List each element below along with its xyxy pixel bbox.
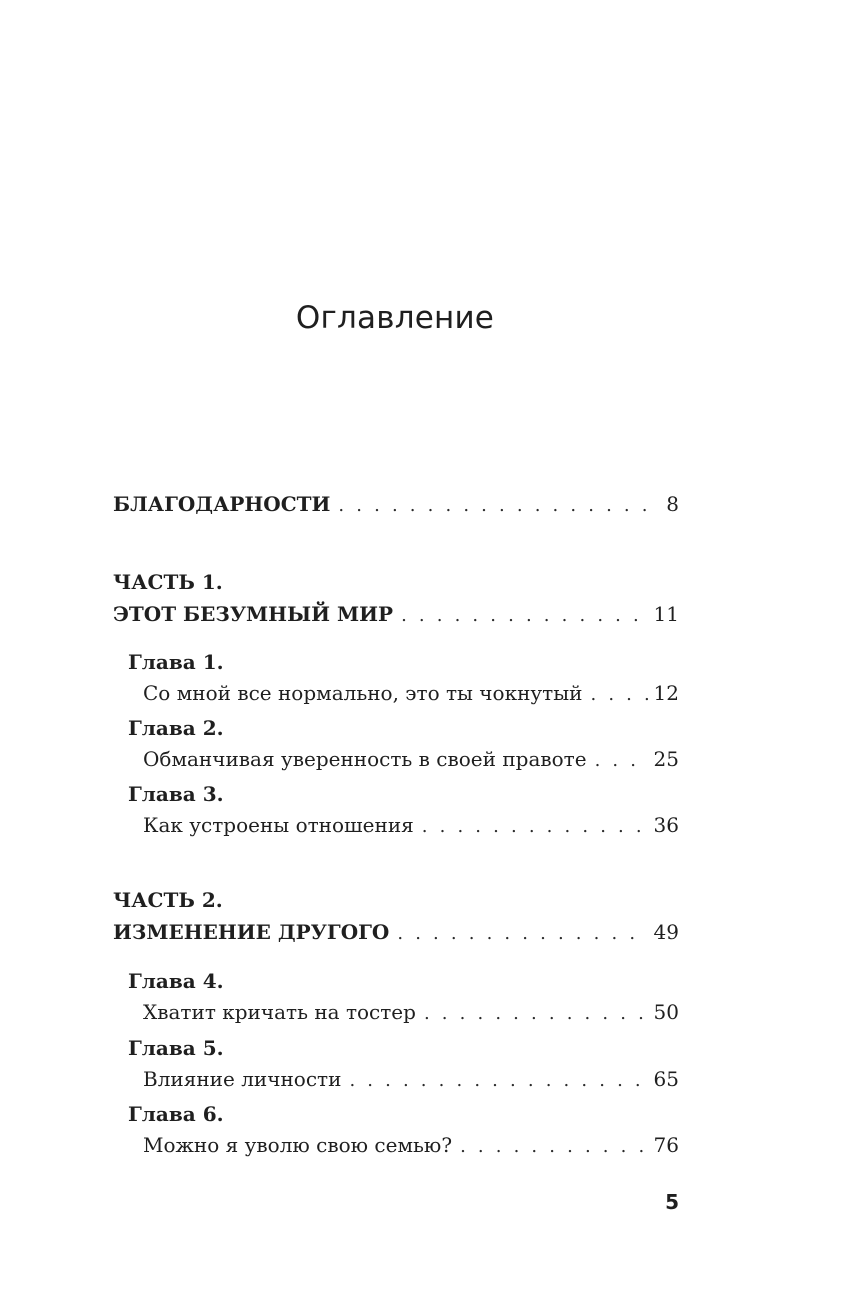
toc-entry-chapter-3[interactable]: [143, 807, 679, 837]
leader-dots: [397, 923, 647, 944]
toc-entry-chapter-4[interactable]: [143, 994, 679, 1024]
toc-entry-part-1[interactable]: [113, 596, 679, 626]
toc-entry-title: Можно я уволю свою семью?: [143, 1133, 453, 1157]
toc-entry-acknowledgements[interactable]: [113, 486, 679, 516]
chapter-label: Глава 2.: [128, 716, 224, 740]
toc-entry-title: Влияние личности: [143, 1067, 342, 1091]
toc-entry-page: 25: [653, 747, 679, 771]
toc-entry-page: 8: [666, 492, 679, 516]
chapter-label: Глава 1.: [128, 650, 224, 674]
toc-entry-chapter-6[interactable]: [143, 1127, 679, 1157]
leader-dots: [422, 816, 648, 837]
leader-dots: [590, 684, 647, 705]
leader-dots: [401, 605, 647, 626]
toc-entry-chapter-1[interactable]: [143, 675, 679, 705]
chapter-label: Глава 6.: [128, 1102, 224, 1126]
chapter-label: Глава 4.: [128, 969, 224, 993]
toc-entry-title: Со мной все нормально, это ты чокнутый: [143, 681, 583, 705]
toc-entry-page: 11: [653, 602, 679, 626]
toc-entry-page: 65: [653, 1067, 679, 1091]
toc-entry-chapter-5[interactable]: [143, 1061, 679, 1091]
toc-entry-part-2[interactable]: [113, 914, 679, 944]
chapter-label: Глава 5.: [128, 1036, 224, 1060]
leader-dots: [338, 495, 649, 516]
toc-entry-title: БЛАГОДАРНОСТИ: [113, 492, 331, 516]
leader-dots: [595, 750, 648, 771]
page-number: 5: [665, 1190, 679, 1214]
leader-dots: [349, 1070, 647, 1091]
toc-entry-chapter-2[interactable]: [143, 741, 679, 771]
page-title: Оглавление: [295, 300, 495, 336]
toc-entry-page: 50: [653, 1000, 679, 1024]
toc-entry-title: ЭТОТ БЕЗУМНЫЙ МИР: [113, 602, 394, 626]
part-label: ЧАСТЬ 1.: [113, 570, 223, 594]
toc-entry-title: ИЗМЕНЕНИЕ ДРУГОГО: [113, 920, 390, 944]
toc-entry-page: 12: [653, 681, 679, 705]
toc-entry-title: Хватит кричать на тостер: [143, 1000, 416, 1024]
toc-entry-page: 76: [653, 1133, 679, 1157]
part-label: ЧАСТЬ 2.: [113, 888, 223, 912]
leader-dots: [460, 1136, 647, 1157]
chapter-label: Глава 3.: [128, 782, 224, 806]
leader-dots: [424, 1003, 648, 1024]
toc-entry-page: 36: [653, 813, 679, 837]
toc-entry-title: Обманчивая уверенность в своей правоте: [143, 747, 587, 771]
toc-entry-title: Как устроены отношения: [143, 813, 414, 837]
toc-entry-page: 49: [653, 920, 679, 944]
